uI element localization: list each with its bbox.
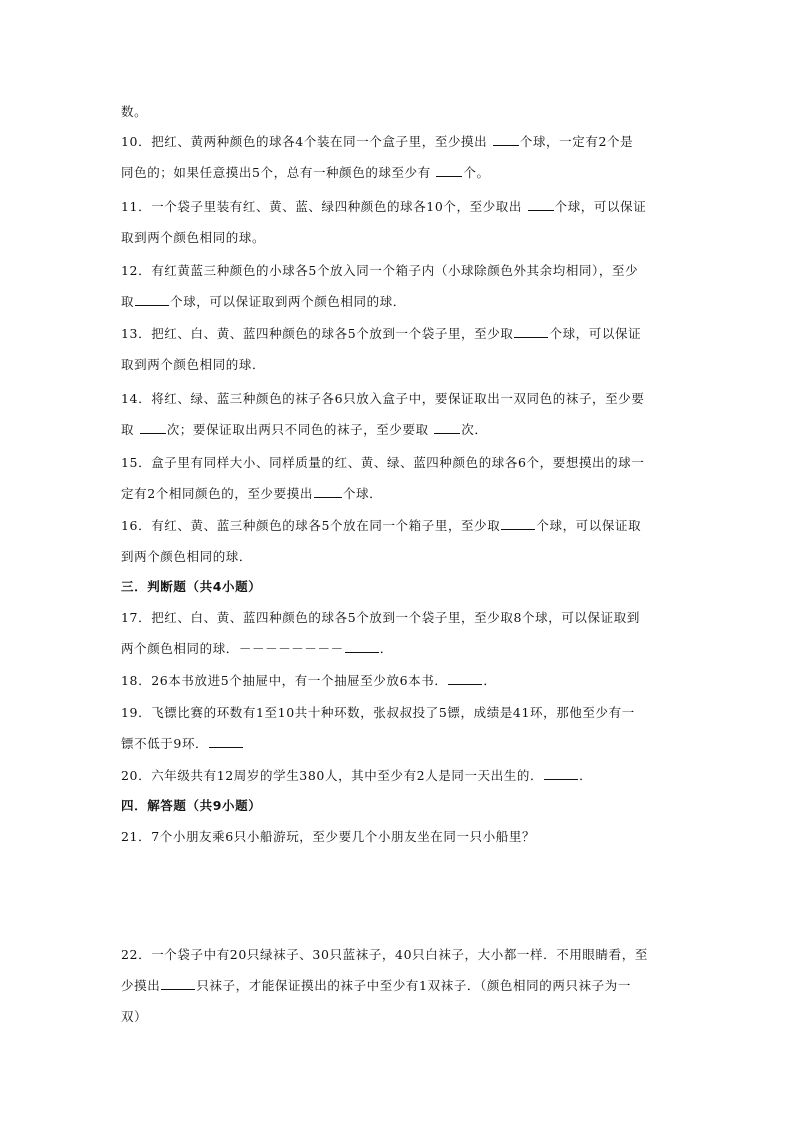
question-11-line-2: 取到两个颜色相同的球。	[121, 230, 266, 245]
answer-blank[interactable]	[314, 486, 342, 498]
answer-blank[interactable]	[528, 199, 554, 211]
question-21-line: 21．7个小朋友乘6只小船游玩，至少要几个小朋友坐在同一只小船里？	[121, 829, 536, 844]
question-12-line-1: 12．有红黄蓝三种颜色的小球各5个放入同一个箱子内（小球除颜色外其余均相同），至少	[121, 263, 639, 278]
question-15-line-2: 定有2个相同颜色的，至少要摸出 个球．	[121, 486, 383, 501]
question-10-line-1: 10．把红、黄两种颜色的球各4个装在同一个盒子里，至少摸出 个球，一定有2个是	[121, 134, 634, 149]
answer-blank[interactable]	[514, 326, 548, 338]
answer-blank[interactable]	[434, 422, 460, 434]
question-14-line-2: 取 次；要保证取出两只不同色的袜子，至少要取 次．	[121, 422, 488, 437]
answer-blank[interactable]	[493, 134, 519, 146]
question-10-line-2: 同色的；如果任意摸出5个，总有一种颜色的球至少有 个。	[121, 165, 490, 180]
question-19-line-1: 19．飞镖比赛的环数有1至10共十种环数，张叔叔投了5镖，成绩是41环，那他至少有一	[121, 705, 635, 720]
section-heading-solution: 四．解答题（共9小题）	[121, 798, 262, 813]
question-13-line-2: 取到两个颜色相同的球．	[121, 357, 266, 372]
answer-blank[interactable]	[135, 294, 169, 306]
question-16-line-2: 到两个颜色相同的球．	[121, 549, 253, 564]
text-line: 数。	[121, 104, 148, 119]
question-16-line-1: 16．有红、黄、蓝三种颜色的球各5个放在同一个箱子里，至少取 个球，可以保证取	[121, 518, 642, 533]
answer-blank[interactable]	[501, 518, 535, 530]
answer-blank[interactable]	[345, 641, 379, 653]
question-17-line-2: 两个颜色相同的球．－－－－－－－－ ．	[121, 641, 393, 656]
section-heading-judgement: 三．判断题（共4小题）	[121, 579, 262, 594]
answer-blank[interactable]	[140, 422, 166, 434]
question-13-line-1: 13．把红、白、黄、蓝四种颜色的球各5个放到一个袋子里，至少取 个球，可以保证	[121, 326, 642, 341]
question-11-line-1: 11．一个袋子里装有红、黄、蓝、绿四种颜色的球各10个，至少取出 个球，可以保证	[121, 199, 647, 214]
answer-blank[interactable]	[161, 978, 195, 990]
answer-blank[interactable]	[448, 673, 482, 685]
question-12-line-2: 取 个球，可以保证取到两个颜色相同的球．	[121, 294, 406, 309]
question-18-line: 18．26本书放进5个抽屉中，有一个抽屉至少放6本书． ．	[121, 673, 497, 688]
question-17-line-1: 17．把红、白、黄、蓝四种颜色的球各5个放到一个袋子里，至少取8个球，可以保证取到	[121, 610, 640, 625]
answer-blank[interactable]	[436, 165, 462, 177]
answer-blank[interactable]	[544, 768, 578, 780]
question-19-line-2: 镖不低于9环．	[121, 736, 681, 752]
answer-blank[interactable]	[209, 736, 243, 748]
question-22-line-2: 少摸出 只袜子，才能保证摸出的袜子中至少有1双袜子．（颜色相同的两只袜子为一	[121, 978, 631, 993]
question-15-line-1: 15．盒子里有同样大小、同样质量的红、黄、绿、蓝四种颜色的球各6个，要想摸出的球一	[121, 455, 645, 470]
question-20-line: 20．六年级共有12周岁的学生380人，其中至少有2人是同一天出生的． ．	[121, 768, 593, 783]
question-22-line-3: 双）	[121, 1009, 148, 1024]
question-14-line-1: 14．将红、绿、蓝三种颜色的袜子各6只放入盒子中，要保证取出一双同色的袜子，至少要	[121, 391, 645, 406]
question-22-line-1: 22．一个袋子中有20只绿袜子、30只蓝袜子，40只白袜子，大小都一样．不用眼睛看，至	[121, 947, 648, 962]
